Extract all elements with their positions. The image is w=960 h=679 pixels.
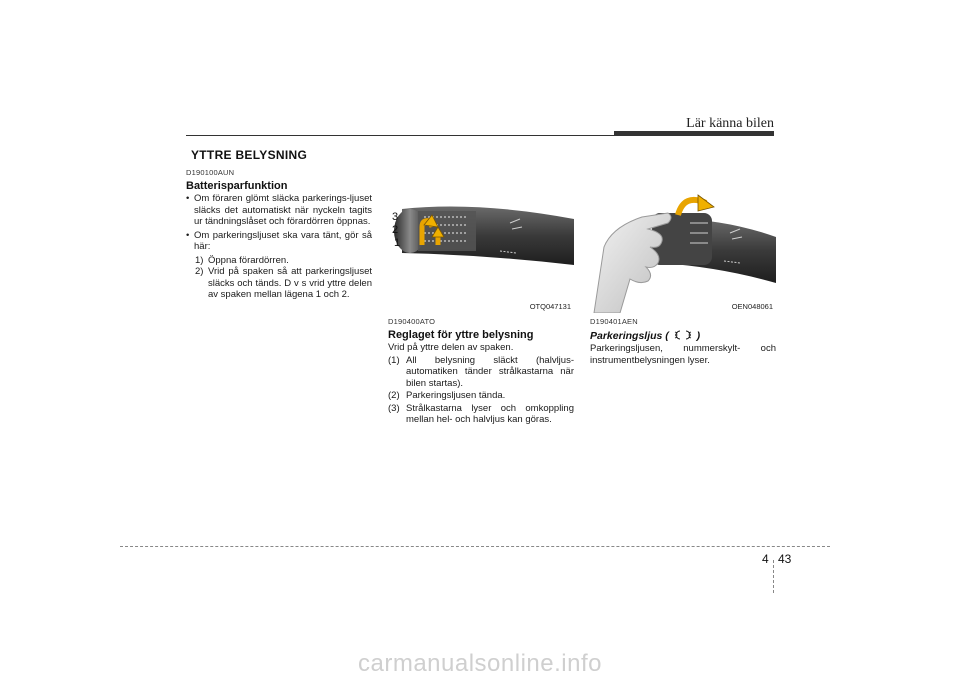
light-switch-illustration — [388, 167, 574, 313]
position-item — [388, 355, 574, 390]
body-text: Parkeringsljusen, nummerskylt- och instrumentbelysningen lyser. — [590, 343, 776, 366]
bullet-item — [186, 230, 372, 253]
section-code: D190400ATO — [388, 317, 436, 326]
page-chapter-number: 4 — [762, 552, 769, 566]
parking-light-icon — [674, 330, 692, 340]
step-list — [186, 255, 372, 301]
column-light-switch — [388, 316, 574, 427]
position-number: (3) — [388, 402, 400, 414]
position-text: All belysning släckt (halvljus-automatiken tänder strålkastarna när bilen startas). — [406, 354, 574, 389]
position-text: Parkeringsljusen tända. — [406, 390, 506, 401]
intro-text: Vrid på yttre delen av spaken. — [388, 342, 514, 353]
figure-parking-light — [590, 167, 776, 313]
position-item — [388, 390, 574, 402]
step-text: Vrid på spaken så att parkeringsljuset släcks och tänds. D v s vrid yttre delen av spaken mellan lägena 1 och 2. — [208, 266, 372, 300]
step-item — [195, 255, 372, 267]
column-parking-light — [590, 316, 776, 366]
figure-code: OTQ047131 — [529, 302, 571, 311]
step-number: 1) — [195, 254, 204, 266]
figure-light-switch-positions — [388, 167, 574, 313]
page-number: 43 — [778, 552, 792, 566]
position-item — [388, 403, 574, 426]
section-code: D190401AEN — [590, 317, 638, 326]
position-label-3: 3 — [392, 211, 399, 223]
section-title: YTTRE BELYSNING — [191, 148, 308, 162]
position-number: (1) — [388, 354, 400, 366]
bullet-dot: • — [186, 229, 190, 241]
footer-rule — [120, 546, 830, 547]
column-battery-saver — [186, 167, 372, 301]
step-number: 2) — [195, 266, 204, 277]
bullet-text: Om föraren glömt släcka parkerings-ljuset släcks det automatiskt när nyckeln tagits ur tändningslåset och förardörren öppnas. — [194, 193, 372, 227]
section-code: D190100AUN — [186, 168, 235, 177]
footer-divider — [773, 560, 774, 593]
chapter-title: Lär känna bilen — [686, 116, 774, 131]
hand-turning-switch-illustration — [590, 167, 776, 313]
subsection-heading: Reglaget för yttre belysning — [388, 328, 534, 341]
position-number: (2) — [388, 390, 400, 401]
figure-code: OEN048061 — [731, 302, 773, 311]
subsection-heading: Batterisparfunktion — [186, 179, 288, 192]
subsection-heading — [590, 330, 776, 343]
step-text: Öppna förardörren. — [208, 254, 289, 266]
bullet-dot: • — [186, 193, 190, 204]
position-label-1: 1 — [394, 237, 401, 249]
step-item — [195, 266, 372, 301]
heading-suffix: ) — [696, 329, 701, 342]
position-list — [388, 355, 574, 426]
bullet-item — [186, 193, 372, 228]
header-rule — [186, 135, 774, 136]
watermark: carmanualsonline.info — [358, 650, 602, 677]
heading-prefix: Parkeringsljus ( — [590, 329, 669, 342]
position-text: Strålkastarna lyser och omkoppling mellan hel- och halvljus kan göras. — [406, 402, 574, 425]
position-label-2: 2 — [392, 224, 399, 236]
bullet-text: Om parkeringsljuset ska vara tänt, gör så här: — [194, 229, 372, 252]
